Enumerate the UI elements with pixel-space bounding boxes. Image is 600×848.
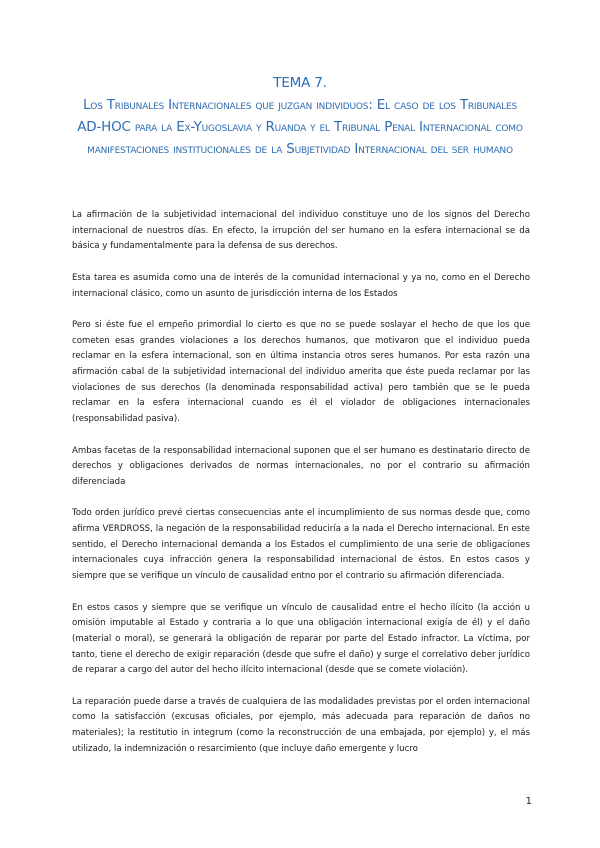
title-line-topic: TEMA 7. <box>273 75 327 91</box>
document-title <box>60 72 540 160</box>
body-paragraph: Ambas facetas de la responsabilidad internacional suponen que el ser humano es destinatario directo de derechos y obligaciones derivados de normas internacionales, no por el contrario su afirmación diferenciada <box>72 445 530 487</box>
title-line: manifestaciones institucionales de la Subjetividad Internacional del ser humano <box>87 141 513 157</box>
body-paragraph: Esta tarea es asumida como una de interés de la comunidad internacional y ya no, como en el Derecho internacional clásico, como un asunto de jurisdicción interna de los Estados <box>72 272 530 299</box>
body-paragraph: Todo orden jurídico prevé ciertas consecuencias ante el incumplimiento de sus normas desde que, como afirma VERDROSS, la negación de la responsabilidad reduciría a la nada el Derecho internacional. En este sentido, el Derecho internacional demanda a los Estados el cumplimiento de una serie de obligaciones internacionales cuya infracción genera la responsabilidad internacional de éstos. En estos casos y siempre que se verifique un vínculo de causalidad entno por el contrario su afirmación diferenciada. <box>72 508 530 582</box>
page-number: 1 <box>525 796 532 807</box>
title-line: Los Tribunales Internacionales que juzgan individuos: El caso de los Tribunales <box>82 97 518 113</box>
title-line: AD-HOC para la Ex-Yugoslavia y Ruanda y el Tribunal Penal Internacional como <box>77 119 523 135</box>
body-paragraph: Pero si éste fue el empeño primordial lo cierto es que no se puede soslayar el hecho de que los que cometen esas grandes violaciones a los derechos humanos, que motivaron que el individuo pueda reclamar en la esfera internacional, son en última instancia otros seres humanos. Por esta razón una afirmación cabal de la subjetividad internacional del individuo amerita que éste pueda reclamar por las violaciones de sus derechos (la denominada responsabilidad activa) pero también que se le pueda reclamar en la esfera internacional cuando es él el violador de obligaciones internacionales (responsabilidad pasiva). <box>72 319 530 425</box>
body-paragraph: En estos casos y siempre que se verifique un vínculo de causalidad entre el hecho ilícito (la acción u omisión imputable al Estado y contraria a lo que una obligación internacional exigía de él) y el daño (material o moral), se generará la obligación de reparar por parte del Estado infractor. La víctima, por tanto, tiene el derecho de exigir reparación (desde que sufre el daño) y surge el correlativo deber jurídico de reparar a cargo del autor del hecho ilícito internacional (desde que se comete violación). <box>72 602 530 676</box>
body-paragraph: La reparación puede darse a través de cualquiera de las modalidades previstas por el orden internacional como la satisfacción (excusas oficiales, por ejemplo, más adecuada para reparación de daños no materiales); la restitutio in integrum (como la reconstrucción de una embajada, por ejemplo) y, el más utilizado, la indemnización o resarcimiento (que incluye daño emergente y lucro <box>72 696 530 754</box>
document-body <box>72 208 530 773</box>
body-paragraph: La afirmación de la subjetividad internacional del individuo constituye uno de los signos del Derecho internacional de nuestros días. En efecto, la irrupción del ser humano en la esfera internacional se da básica y fundamentalmente para la defensa de sus derechos. <box>72 210 530 252</box>
